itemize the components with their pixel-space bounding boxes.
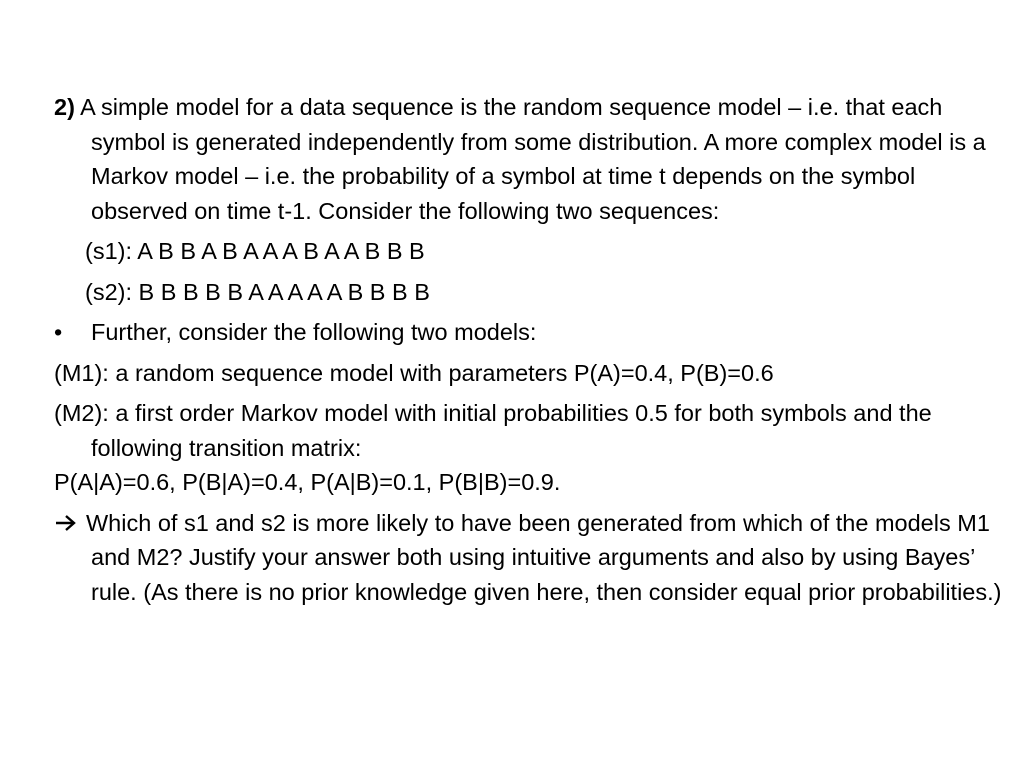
model-m1 (54, 356, 1004, 391)
task-text: Which of s1 and s2 is more likely to have been generated from which of the models M1 and M2? Justify your answer both using intuitive arguments and also by using Bayes’ rule. (As there is no prior knowledge given here, then consider equal prior probabilities.) (86, 509, 1002, 605)
sequence-s2 (54, 275, 1004, 310)
arrow-right-icon (54, 513, 78, 533)
sequence-s2-symbols: B B B B B A A A A A B B B B (138, 278, 430, 305)
bullet-text: Further, consider the following two models: (91, 319, 537, 345)
question-paragraph (54, 90, 1004, 228)
task-paragraph (54, 506, 1004, 610)
model-m2-text: (M2): a first order Markov model with initial probabilities 0.5 for both symbols and the following transition matrix: (54, 400, 932, 461)
sequence-s1-label: (s1): (85, 238, 132, 264)
sequence-s1-symbols: A B B A B A A A B A A B B B (137, 238, 425, 264)
slide-body (54, 90, 1004, 615)
model-m2 (54, 396, 1004, 500)
model-m1-text: (M1): a random sequence model with parameters P(A)=0.4, P(B)=0.6 (54, 359, 774, 386)
sequence-s2-label: (s2): (85, 278, 132, 305)
bullet-item (54, 315, 1004, 350)
sequence-s1 (54, 234, 1004, 269)
question-intro: A simple model for a data sequence is the random sequence model – i.e. that each symbol is generated independently from some distribution. A more complex model is a Markov model – i.e. the probability of a symbol at time t depends on the symbol observed on time t-1. Consider the following two sequences: (80, 94, 986, 224)
model-m2-transitions: P(A|A)=0.6, P(B|A)=0.4, P(A|B)=0.1, P(B|B)=0.9. (54, 469, 561, 495)
question-number: 2) (54, 94, 75, 120)
bullet-icon: • (54, 319, 63, 345)
